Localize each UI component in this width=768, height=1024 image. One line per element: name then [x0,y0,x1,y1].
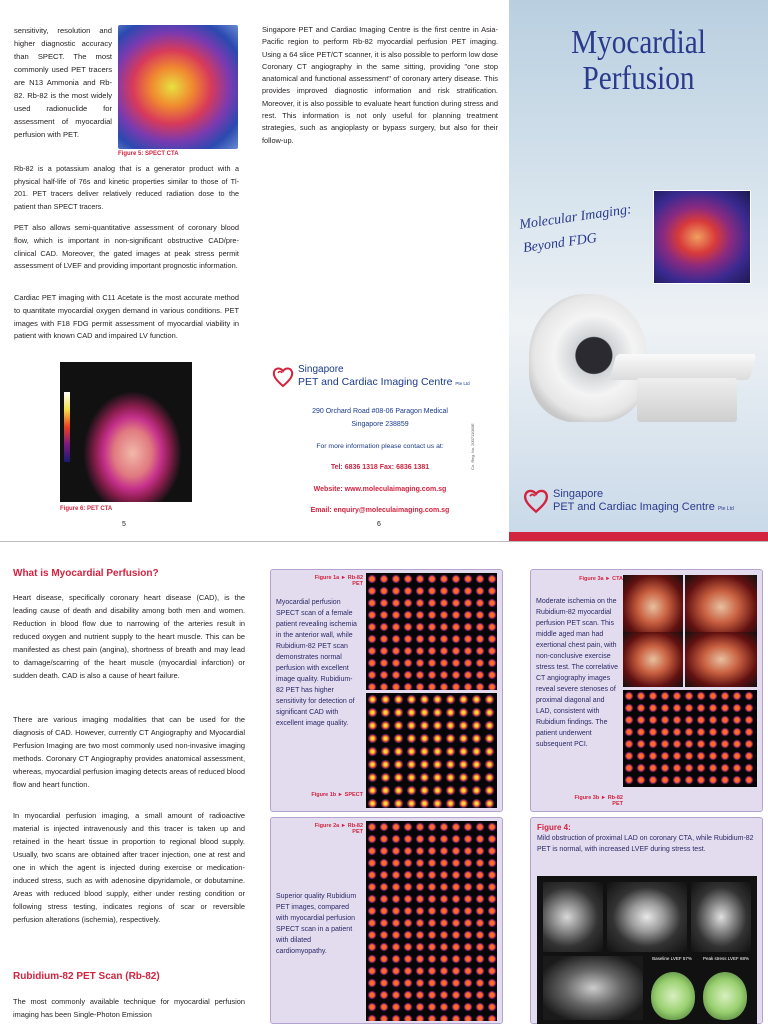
cta-slice-1 [543,882,603,952]
mid-logo [272,364,492,394]
lvef-stress-label: Peak stress LVEF 68% [703,956,749,961]
cta-image-4 [685,632,757,687]
cover-subtitle-1: Molecular Imaging: [518,202,633,233]
figure-4-title: Figure 4: [537,823,571,832]
pet-ct-scanner-image [521,290,761,440]
page-number-6: 6 [377,521,381,528]
lvef-stress-mesh [703,972,747,1020]
heart-logo-icon [272,366,294,388]
figure-4-panel [530,817,763,1024]
coronary-cta-images [537,876,757,1024]
page-divider [0,541,768,542]
bottom-para-3: In myocardial perfusion imaging, a small amount of radioactive material is injected intravenously and this tracer is taken up and retained in the heart tissue in proportion to regional blood supply. Usually, two scans are obtained after tracer injection, one at rest and one in which the agent is injected during exercise or medication-induced stress, such as with adenosine dipyridamole, or dobutamine. Areas with reduced blood supply, either under resting condition or following stress testing, indicates regions of scar or reversible perfusion alterations (ischemia), respectively. [13,811,245,924]
lvef-rest-label: Baseline LVEF 57% [652,956,692,961]
cover-heart-image [653,190,751,284]
scanner-bed-base [637,378,737,422]
cta-slice-4 [543,956,643,1020]
figure-1-description: Myocardial perfusion SPECT scan of a female patient revealing ischemia in the anterior wall, while Rubidium-82 PET scan demonstrates normal perfusion with excellent image quality. Rubidium-82 PET has higher sensitivity for detection of significant CAD with excellent image quality. [276,599,357,727]
cover-logo-name: PET and Cardiac Imaging Centre [553,501,715,513]
mid-logo-line1: Singapore [298,364,344,375]
figure-2a-label: Figure 2a ► Rb-82 PET [314,823,363,835]
figure-1-panel [270,569,503,812]
mid-logo-name: PET and Cardiac Imaging Centre [298,376,453,388]
cover-subtitle-2: Beyond FDG [522,230,598,257]
cover-panel [509,0,768,542]
bottom-para-2: There are various imaging modalities that can be used for the diagnosis of CAD. However, currently CT Angiography and Myocardial Perfusion Imaging are two most commonly used non-invasive imaging methods. Coronary CT Angiography provides anatomical assessment, whereas, myocardial perfusion imaging detects areas of reduced blood flow and heart function. [13,715,245,789]
spect-cta-image [118,25,238,149]
address-line-2: Singapore 238859 [351,421,409,428]
cta-slice-2 [607,882,687,952]
rb82-pet-scan-grid-2 [366,821,497,1021]
cover-title-1: Myocardial [571,24,706,61]
cover-title-2: Perfusion [582,60,695,97]
figure-6-caption: Figure 6: PET CTA [60,506,113,512]
spect-scan-grid [366,693,497,808]
email-link[interactable]: Email: enquiry@moleculaimaging.com.sg [310,507,450,514]
heading-rubidium-pet: Rubidium-82 PET Scan (Rb-82) [13,971,160,982]
figure-2-description: Superior quality Rubidium PET images, compared with myocardial perfusion SPECT scan in a patient with dilated cardiomyopathy. [276,893,357,955]
figure-5-caption: Figure 5: SPECT CTA [118,151,179,157]
lvef-rest-mesh [651,972,695,1020]
left-para-3: Cardiac PET imaging with C11 Acetate is the most accurate method to quantitate myocardial oxygen demand in various conditions. PET images with F18 FDG permit assessment of myocardial viability in patient with known CAD and impaired LV function. [14,293,239,341]
cta-image-2 [685,575,757,633]
cover-logo-line1: Singapore [553,488,604,500]
bottom-para-4: The most commonly available technique for myocardial perfusion imaging has been Single-Photon Emission [13,997,245,1019]
cta-image-3 [623,632,683,687]
figure-3a-label: Figure 3a ► CTA [579,576,623,582]
left-para-2: PET also allows semi-quantitative assessment of coronary blood flow, which is important in non-significant obstructive CAD/pre-clinical CAD. Moreover, the gated images at peak stress permit assessment of LVEF and providing important prognostic information. [14,223,239,271]
cover-logo [523,488,763,518]
cta-image-1 [623,575,683,633]
figure-1a-label: Figure 1a ► Rb-82 PET [314,575,363,587]
figure-3b-label: Figure 3b ► Rb-82 PET [574,795,623,807]
figure-3-description: Moderate ischemia on the Rubidium-82 myocardial perfusion PET scan. This middle aged man had exertional chest pain, with non-conclusive exercise stress test. The correlative CT angiography images reveal severe stenoses of proximal diagonal and LAD, consistent with Rubidium findings. The patient underwent subsequent PCI. [536,598,618,748]
pet-cta-image [60,362,192,502]
rb82-pet-scan-grid-3 [623,690,757,787]
address-line-1: 290 Orchard Road #08-06 Paragon Medical [312,408,448,415]
heading-what-is-myocardial-perfusion: What is Myocardial Perfusion? [13,568,159,579]
bottom-para-1: Heart disease, specifically coronary heart disease (CAD), is the leading cause of death and disability among both men and women. Reduction in blood flow due to narrowing of the arteries result in reduced oxygen and nutrient supply to the heart muscle. This can be manifested as chest pain (angina), shortness of breath and may lead to damage/scarring of the heart muscle (myocardial infarction) or sudden death. CAD is also a cause of heart failure. [13,593,245,680]
scanner-bed [610,354,757,380]
website-link[interactable]: Website: www.moleculaimaging.com.sg [313,486,447,493]
cover-logo-line2 [553,501,734,513]
cover-logo-suffix: Pte Ltd [717,506,734,512]
mid-logo-suffix: Pte Ltd [455,381,470,386]
cta-slice-3 [691,882,751,952]
figure-1b-label: Figure 1b ► SPECT [311,792,363,798]
figure-2-panel [270,817,503,1024]
contact-info: For more information please contact us at: [316,443,444,450]
mid-logo-line2 [298,376,470,388]
page-number-5: 5 [122,521,126,528]
left-para-1b: Rb-82 is a potassium analog that is a generator product with a physical half-life of 76s and kinetic properties similar to those of Tl-201. PET tracers deliver relatively reduced radiation dose to the patient than SPECT tracers. [14,164,239,211]
figure-3-panel [530,569,763,812]
left-para-1: sensitivity, resolution and higher diagnostic accuracy than SPECT. The most commonly used PET tracers are N13 Ammonia and Rb-82. Rb-82 is the most widely used radionuclide for assessment of myocardial perfusion with PET. [14,26,112,139]
heart-logo-icon [523,488,549,514]
tel-fax: Tel: 6836 1318 Fax: 6836 1381 [330,464,430,471]
company-reg-number: Co. Reg. No. 200711083E [470,423,475,470]
mid-para-1: Singapore PET and Cardiac Imaging Centre is the first centre in Asia-Pacific region to perform Rb-82 myocardial perfusion PET imaging. Using a 64 slice PET/CT scanner, it is also possible to perform low dose Coronary CT angiography in the same sitting, providing "one stop anatomical and functional assessment" of coronary artery disease. This provides improved diagnostic information and risk stratification. Moreover, it is also possible to evaluate heart function during stress and rest. This information is not only useful for planning treatment strategies, such as angioplasty or bypass surgery, but also for their follow-up. [262,25,498,145]
pet-colorbar [64,392,70,462]
rb82-pet-scan-grid [366,573,497,690]
figure-4-description: Mild obstruction of proximal LAD on coronary CTA, while Rubidium-82 PET is normal, with increased LVEF during stress test. [537,835,754,853]
